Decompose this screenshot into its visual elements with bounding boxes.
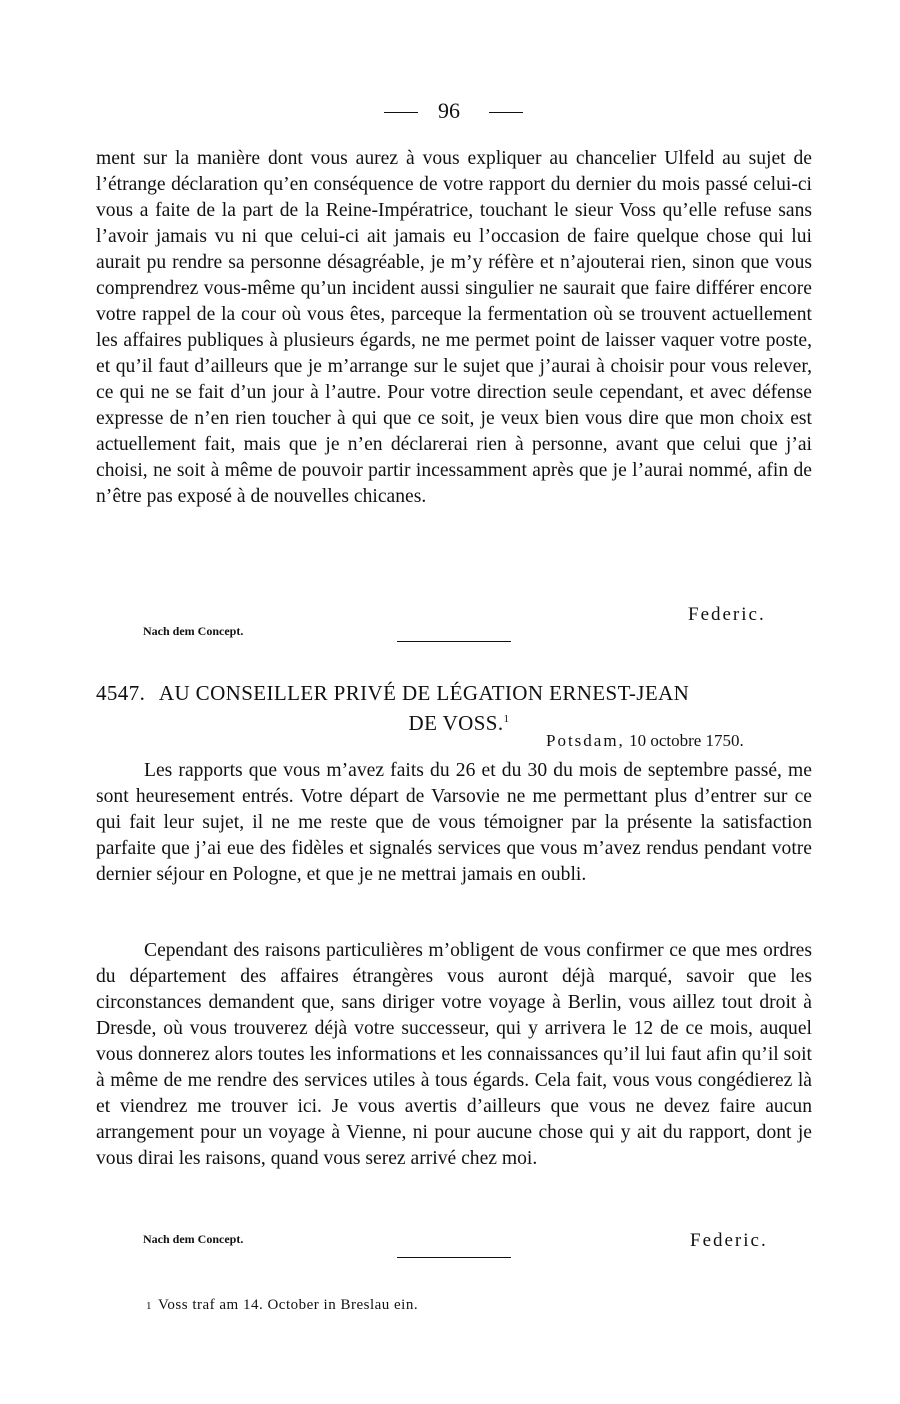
source-note-2: Nach dem Concept. <box>143 1232 244 1246</box>
page-number-dash-right <box>489 112 523 113</box>
signature: Federic. <box>688 604 766 625</box>
letter-number: 4547. <box>96 681 146 705</box>
footnote-rule <box>397 1257 511 1258</box>
footnote-text: Voss traf am 14. October in Breslau ein. <box>158 1297 419 1313</box>
page-number: 96 <box>438 98 460 123</box>
heading-line-1 <box>96 680 812 706</box>
letter-continuation-paragraph: ment sur la manière dont vous aurez à vous expliquer au chancelier Ulfeld au sujet de l’étrange déclaration qu’en conséquence de votre rapport du dernier du mois passé celui-ci vous a faite de la part de la Reine-Impératrice, touchant le sieur Voss qu’elle refuse sans l’avoir jamais vu ni que celui-ci ait jamais eu l’occasion de faire quelque chose qui lui aurait pu rendre sa personne désagréable, je m’y réfère et n’ajouterai rien, sinon que vous comprendrez vous-même qu’un incident aussi singulier ne saurait que faire différer encore votre rappel de la cour où vous êtes, parceque la fermentation où se trouvent actuellement les affaires publiques à plusieurs égards, ne me permet point de laisser vaquer votre poste, et qu’il faut d’ailleurs que je m’arrange sur le sujet que j’aurai à choisir pour vous relever, ce qui ne se fait d’un jour à l’autre. Pour votre direction seule cependant, et avec défense expresse de n’en rien toucher à qui que ce soit, je veux bien vous dire que mon choix est actuellement fait, mais que je n’en déclarerai rien à personne, avant que celui que j’ai choisi, ne soit à même de pouvoir partir incessamment après que je l’aurai nommé, afin de n’être pas exposé à de nouvelles chicanes. <box>96 148 812 507</box>
source-note: Nach dem Concept. <box>143 624 244 638</box>
letter-paragraph-1: Les rapports que vous m’avez faits du 26 et du 30 du mois de septembre passé, me sont heuresement entrés. Votre départ de Varsovie ne me permettant plus d’entrer sur ce qui fait leur sujet, il ne me reste que de vous témoigner par la présente la satisfaction parfaite que j’ai eue des fidèles et signalés services que vous m’avez rendus pendant votre dernier séjour en Pologne, et que je ne mettrai jamais en oubli. <box>96 760 812 885</box>
footnote-marker: 1 <box>503 713 510 725</box>
letter-paragraph-2: Cependant des raisons particulières m’obligent de vous confirmer ce que mes ordres du département des affaires étrangères vous auront déjà marqué, savoir que les circonstances demandent que, sans diriger votre voyage à Berlin, vous aillez tout droit à Dresde, où vous trouverez déjà votre successeur, qui y arrivera le 12 de ce mois, auquel vous donnerez alors toutes les informations et les connaissances qu’il lui faut afin qu’il soit à même de me rendre des services utiles à tous égards. Cela fait, vous vous congédierez là et viendrez me trouver ici. Je vous avertis d’ailleurs que vous ne devez faire aucun arrangement pour un voyage à Vienne, ni pour aucune chose qui y ait du rapport, dont je vous dirai les raisons, quand vous serez arrivé chez moi. <box>96 940 812 1169</box>
separator-rule <box>397 641 511 642</box>
heading-text-2: DE VOSS. <box>408 711 504 735</box>
footnote <box>146 1297 418 1314</box>
dateline <box>546 731 744 751</box>
signature-2: Federic. <box>690 1230 768 1251</box>
place: Potsdam, <box>546 731 625 750</box>
page-number-dash-left <box>384 112 418 113</box>
heading-text: AU CONSEILLER PRIVÉ DE LÉGATION ERNEST-JEAN <box>158 681 690 705</box>
letter-heading <box>96 680 812 736</box>
date: 10 octobre 1750. <box>629 731 744 750</box>
footnote-number: 1 <box>146 1300 152 1312</box>
